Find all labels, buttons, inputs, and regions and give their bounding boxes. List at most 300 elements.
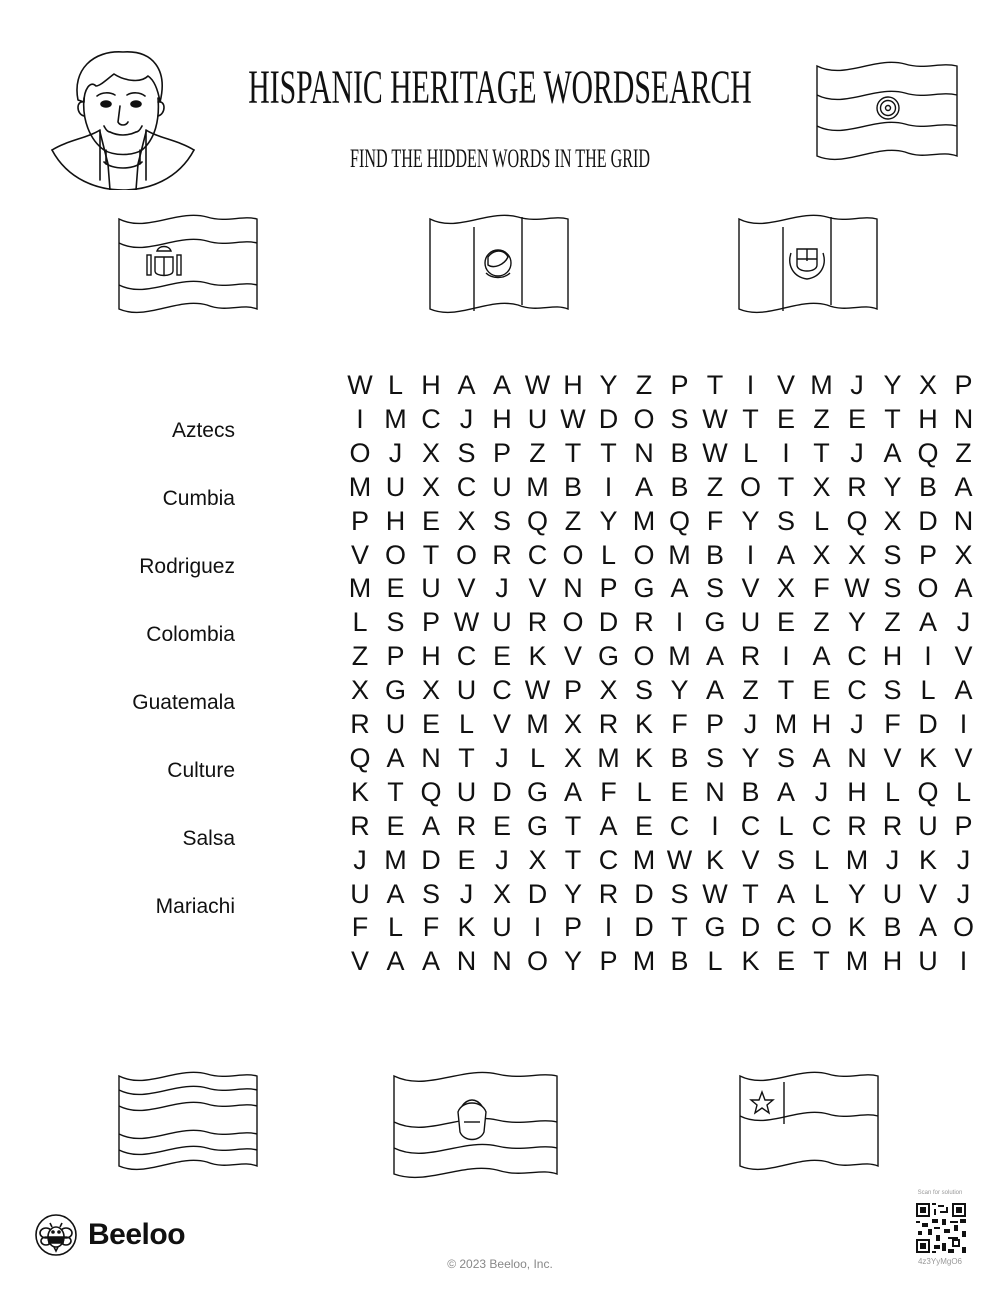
grid-letter[interactable]: S: [883, 539, 902, 570]
grid-letter[interactable]: M: [526, 709, 549, 739]
grid-letter[interactable]: R: [847, 810, 867, 841]
grid-letter[interactable]: M: [384, 844, 407, 875]
grid-letter[interactable]: G: [597, 641, 619, 672]
grid-letter[interactable]: T: [777, 675, 795, 706]
grid-letter[interactable]: Z: [635, 370, 653, 400]
grid-letter[interactable]: O: [349, 437, 371, 468]
grid-letter[interactable]: E: [776, 403, 795, 434]
grid-letter[interactable]: J: [956, 878, 971, 909]
grid-letter[interactable]: Y: [670, 675, 689, 706]
grid-letter[interactable]: J: [956, 844, 971, 875]
grid-letter[interactable]: K: [634, 742, 653, 773]
grid-letter[interactable]: O: [384, 539, 406, 570]
grid-letter[interactable]: L: [778, 810, 794, 841]
grid-letter[interactable]: R: [527, 607, 548, 638]
grid-letter[interactable]: C: [456, 471, 477, 502]
grid-letter[interactable]: H: [882, 946, 903, 977]
grid-letter[interactable]: D: [527, 878, 548, 909]
grid-letter[interactable]: X: [883, 505, 902, 536]
grid-letter[interactable]: M: [845, 844, 869, 875]
grid-letter[interactable]: I: [604, 912, 613, 943]
grid-letter[interactable]: E: [776, 946, 795, 977]
grid-letter[interactable]: I: [782, 437, 790, 468]
grid-letter[interactable]: E: [492, 810, 511, 841]
grid-letter[interactable]: D: [918, 709, 938, 739]
grid-letter[interactable]: M: [526, 471, 549, 502]
grid-letter[interactable]: J: [814, 776, 829, 807]
grid-letter[interactable]: Z: [564, 505, 582, 536]
grid-letter[interactable]: O: [952, 912, 974, 943]
grid-letter[interactable]: X: [563, 742, 582, 773]
grid-letter[interactable]: N: [421, 742, 441, 773]
grid-letter[interactable]: Z: [742, 675, 759, 706]
grid-letter[interactable]: C: [740, 810, 761, 841]
grid-letter[interactable]: I: [746, 370, 755, 400]
grid-letter[interactable]: K: [741, 946, 760, 977]
grid-letter[interactable]: T: [564, 844, 582, 875]
grid-letter[interactable]: T: [671, 912, 688, 943]
grid-letter[interactable]: O: [633, 539, 655, 570]
grid-letter[interactable]: S: [776, 742, 795, 773]
grid-letter[interactable]: J: [353, 844, 367, 875]
grid-letter[interactable]: E: [776, 607, 795, 638]
grid-letter[interactable]: S: [883, 675, 902, 706]
grid-letter[interactable]: S: [634, 675, 653, 706]
grid-letter[interactable]: B: [918, 471, 937, 502]
grid-letter[interactable]: C: [598, 844, 619, 875]
grid-letter[interactable]: G: [526, 776, 548, 807]
grid-letter[interactable]: K: [634, 709, 653, 739]
grid-letter[interactable]: U: [456, 675, 477, 706]
grid-letter[interactable]: R: [740, 641, 761, 672]
grid-letter[interactable]: N: [953, 403, 974, 434]
grid-letter[interactable]: A: [386, 742, 405, 773]
grid-letter[interactable]: N: [847, 742, 867, 773]
grid-letter[interactable]: J: [885, 844, 900, 875]
grid-letter[interactable]: P: [670, 370, 689, 400]
grid-letter[interactable]: X: [776, 573, 795, 604]
grid-letter[interactable]: D: [492, 776, 512, 807]
grid-letter[interactable]: I: [959, 946, 968, 977]
grid-letter[interactable]: H: [918, 403, 938, 434]
grid-letter[interactable]: H: [882, 641, 903, 672]
grid-letter[interactable]: T: [813, 946, 830, 977]
grid-letter[interactable]: K: [350, 776, 369, 807]
grid-letter[interactable]: F: [813, 573, 830, 604]
grid-letter[interactable]: S: [670, 878, 689, 909]
grid-letter[interactable]: J: [850, 437, 864, 468]
grid-letter[interactable]: U: [492, 912, 512, 943]
grid-letter[interactable]: Y: [599, 505, 618, 536]
grid-letter[interactable]: M: [810, 370, 833, 400]
grid-letter[interactable]: R: [350, 810, 370, 841]
grid-letter[interactable]: T: [777, 471, 795, 502]
grid-letter[interactable]: V: [954, 641, 973, 672]
grid-letter[interactable]: A: [492, 370, 511, 400]
grid-letter[interactable]: T: [387, 776, 404, 807]
grid-letter[interactable]: A: [954, 573, 973, 604]
grid-letter[interactable]: O: [526, 946, 548, 977]
grid-letter[interactable]: S: [386, 607, 405, 638]
grid-letter[interactable]: T: [706, 370, 724, 400]
grid-letter[interactable]: L: [387, 912, 404, 943]
grid-letter[interactable]: J: [956, 607, 971, 638]
grid-letter[interactable]: Z: [813, 403, 830, 434]
grid-letter[interactable]: Q: [846, 505, 868, 536]
grid-letter[interactable]: I: [356, 403, 364, 434]
grid-letter[interactable]: Q: [349, 742, 371, 773]
grid-letter[interactable]: S: [705, 573, 724, 604]
grid-letter[interactable]: R: [847, 471, 867, 502]
grid-letter[interactable]: N: [456, 946, 477, 977]
grid-letter[interactable]: V: [954, 742, 973, 773]
grid-letter[interactable]: W: [666, 844, 693, 875]
grid-letter[interactable]: U: [385, 709, 406, 739]
grid-letter[interactable]: S: [457, 437, 476, 468]
grid-letter[interactable]: Y: [741, 505, 760, 536]
grid-letter[interactable]: R: [598, 878, 619, 909]
grid-letter[interactable]: P: [492, 437, 511, 468]
grid-letter[interactable]: X: [421, 471, 440, 502]
grid-letter[interactable]: A: [812, 742, 831, 773]
grid-letter[interactable]: Z: [955, 437, 972, 468]
grid-letter[interactable]: R: [350, 709, 370, 739]
grid-letter[interactable]: W: [560, 403, 586, 434]
grid-letter[interactable]: G: [704, 607, 726, 638]
grid-letter[interactable]: I: [959, 709, 968, 739]
grid-letter[interactable]: P: [563, 912, 582, 943]
grid-letter[interactable]: Q: [917, 437, 939, 468]
grid-letter[interactable]: B: [670, 946, 689, 977]
grid-letter[interactable]: K: [705, 844, 724, 875]
grid-letter[interactable]: H: [421, 641, 441, 672]
grid-letter[interactable]: A: [705, 675, 724, 706]
grid-letter[interactable]: R: [598, 709, 619, 739]
grid-letter[interactable]: A: [918, 607, 937, 638]
grid-letter[interactable]: L: [742, 437, 759, 468]
grid-letter[interactable]: C: [847, 675, 867, 706]
grid-letter[interactable]: P: [918, 539, 937, 570]
grid-letter[interactable]: N: [563, 573, 583, 604]
grid-letter[interactable]: O: [810, 912, 832, 943]
grid-letter[interactable]: X: [812, 471, 831, 502]
grid-letter[interactable]: C: [847, 641, 867, 672]
grid-letter[interactable]: A: [386, 946, 405, 977]
grid-letter[interactable]: C: [492, 675, 512, 706]
grid-letter[interactable]: J: [495, 573, 509, 604]
grid-letter[interactable]: M: [668, 539, 691, 570]
grid-letter[interactable]: E: [670, 776, 689, 807]
grid-letter[interactable]: X: [421, 675, 440, 706]
grid-letter[interactable]: X: [918, 370, 937, 400]
grid-letter[interactable]: H: [811, 709, 832, 739]
grid-letter[interactable]: Q: [526, 505, 548, 536]
grid-letter[interactable]: A: [776, 878, 795, 909]
grid-letter[interactable]: L: [813, 844, 830, 875]
grid-letter[interactable]: D: [740, 912, 761, 943]
grid-letter[interactable]: L: [387, 370, 404, 400]
grid-letter[interactable]: A: [421, 810, 440, 841]
grid-letter[interactable]: D: [918, 505, 938, 536]
grid-letter[interactable]: A: [705, 641, 724, 672]
grid-letter[interactable]: V: [883, 742, 902, 773]
grid-letter[interactable]: U: [918, 810, 938, 841]
grid-letter[interactable]: C: [421, 403, 441, 434]
grid-letter[interactable]: H: [563, 370, 583, 400]
grid-letter[interactable]: A: [776, 776, 795, 807]
grid-letter[interactable]: U: [456, 776, 477, 807]
grid-letter[interactable]: J: [495, 844, 509, 875]
grid-letter[interactable]: K: [918, 844, 937, 875]
grid-letter[interactable]: A: [634, 471, 653, 502]
grid-letter[interactable]: T: [564, 437, 582, 468]
grid-letter[interactable]: A: [812, 641, 831, 672]
grid-letter[interactable]: M: [845, 946, 869, 977]
grid-letter[interactable]: D: [634, 878, 654, 909]
grid-letter[interactable]: V: [528, 573, 547, 604]
grid-letter[interactable]: Z: [529, 437, 546, 468]
grid-letter[interactable]: J: [743, 709, 758, 739]
grid-letter[interactable]: S: [421, 878, 440, 909]
grid-letter[interactable]: D: [421, 844, 441, 875]
grid-letter[interactable]: A: [670, 573, 689, 604]
grid-letter[interactable]: Z: [813, 607, 830, 638]
grid-letter[interactable]: G: [633, 573, 655, 604]
grid-letter[interactable]: E: [421, 505, 440, 536]
grid-letter[interactable]: T: [600, 437, 617, 468]
grid-letter[interactable]: M: [632, 946, 656, 977]
grid-letter[interactable]: S: [776, 844, 795, 875]
grid-letter[interactable]: H: [492, 403, 512, 434]
grid-letter[interactable]: T: [458, 742, 475, 773]
grid-letter[interactable]: I: [746, 539, 755, 570]
grid-letter[interactable]: X: [563, 709, 582, 739]
grid-letter[interactable]: B: [883, 912, 902, 943]
grid-letter[interactable]: O: [633, 641, 655, 672]
grid-letter[interactable]: L: [458, 709, 475, 739]
grid-letter[interactable]: S: [776, 505, 795, 536]
grid-letter[interactable]: E: [492, 641, 511, 672]
grid-letter[interactable]: O: [562, 539, 584, 570]
grid-letter[interactable]: X: [812, 539, 831, 570]
grid-letter[interactable]: L: [813, 878, 830, 909]
grid-letter[interactable]: U: [882, 878, 903, 909]
grid-letter[interactable]: B: [670, 742, 689, 773]
grid-letter[interactable]: E: [847, 403, 866, 434]
qr-code-icon[interactable]: [916, 1203, 966, 1253]
grid-letter[interactable]: W: [702, 437, 728, 468]
grid-letter[interactable]: V: [776, 370, 795, 400]
grid-letter[interactable]: O: [917, 573, 939, 604]
grid-letter[interactable]: F: [351, 912, 369, 943]
grid-letter[interactable]: C: [776, 912, 796, 943]
grid-letter[interactable]: S: [670, 403, 689, 434]
grid-letter[interactable]: Y: [847, 607, 866, 638]
grid-letter[interactable]: R: [456, 810, 477, 841]
grid-letter[interactable]: A: [386, 878, 405, 909]
grid-letter[interactable]: A: [599, 810, 618, 841]
grid-letter[interactable]: P: [705, 709, 724, 739]
grid-letter[interactable]: S: [883, 573, 902, 604]
grid-letter[interactable]: V: [741, 573, 760, 604]
grid-letter[interactable]: A: [918, 912, 937, 943]
grid-letter[interactable]: X: [492, 878, 511, 909]
grid-letter[interactable]: U: [350, 878, 370, 909]
grid-letter[interactable]: U: [385, 471, 406, 502]
grid-letter[interactable]: T: [742, 878, 759, 909]
grid-letter[interactable]: E: [386, 573, 405, 604]
grid-letter[interactable]: X: [847, 539, 866, 570]
grid-letter[interactable]: A: [776, 539, 795, 570]
grid-letter[interactable]: V: [492, 709, 511, 739]
grid-letter[interactable]: A: [954, 675, 973, 706]
grid-letter[interactable]: W: [844, 573, 870, 604]
grid-letter[interactable]: Y: [883, 471, 902, 502]
grid-letter[interactable]: P: [954, 810, 973, 841]
grid-letter[interactable]: R: [882, 810, 903, 841]
grid-letter[interactable]: U: [740, 607, 761, 638]
grid-letter[interactable]: Y: [883, 370, 902, 400]
grid-letter[interactable]: Y: [563, 878, 582, 909]
grid-letter[interactable]: J: [459, 403, 474, 434]
grid-letter[interactable]: S: [705, 742, 724, 773]
grid-letter[interactable]: D: [598, 607, 619, 638]
grid-letter[interactable]: L: [636, 776, 652, 807]
grid-letter[interactable]: K: [847, 912, 866, 943]
grid-letter[interactable]: M: [668, 641, 691, 672]
grid-letter[interactable]: Y: [847, 878, 866, 909]
grid-letter[interactable]: J: [388, 437, 403, 468]
grid-letter[interactable]: I: [782, 641, 790, 672]
grid-letter[interactable]: P: [350, 505, 369, 536]
grid-letter[interactable]: M: [632, 844, 656, 875]
grid-letter[interactable]: B: [741, 776, 760, 807]
grid-letter[interactable]: G: [526, 810, 548, 841]
grid-letter[interactable]: W: [702, 403, 728, 434]
grid-letter[interactable]: Z: [884, 607, 901, 638]
grid-letter[interactable]: L: [884, 776, 901, 807]
grid-letter[interactable]: V: [457, 573, 476, 604]
grid-letter[interactable]: X: [457, 505, 476, 536]
grid-letter[interactable]: I: [924, 641, 932, 672]
grid-letter[interactable]: Y: [563, 946, 582, 977]
grid-letter[interactable]: M: [384, 403, 407, 434]
grid-letter[interactable]: W: [347, 370, 373, 400]
grid-letter[interactable]: P: [386, 641, 405, 672]
grid-letter[interactable]: E: [812, 675, 831, 706]
grid-letter[interactable]: A: [457, 370, 476, 400]
grid-letter[interactable]: Y: [599, 370, 618, 400]
grid-letter[interactable]: D: [598, 403, 619, 434]
grid-letter[interactable]: Z: [706, 471, 724, 502]
grid-letter[interactable]: P: [954, 370, 973, 400]
grid-letter[interactable]: V: [350, 946, 369, 977]
grid-letter[interactable]: L: [352, 607, 368, 638]
grid-letter[interactable]: V: [563, 641, 582, 672]
grid-letter[interactable]: T: [564, 810, 582, 841]
grid-letter[interactable]: S: [492, 505, 511, 536]
grid-letter[interactable]: N: [705, 776, 725, 807]
grid-letter[interactable]: X: [350, 675, 369, 706]
grid-letter[interactable]: O: [562, 607, 584, 638]
grid-letter[interactable]: F: [884, 709, 901, 739]
grid-letter[interactable]: L: [920, 675, 936, 706]
grid-letter[interactable]: T: [742, 403, 759, 434]
grid-letter[interactable]: E: [457, 844, 476, 875]
grid-letter[interactable]: Z: [351, 641, 369, 672]
grid-letter[interactable]: J: [850, 370, 864, 400]
grid-letter[interactable]: U: [527, 403, 548, 434]
grid-letter[interactable]: L: [707, 946, 723, 977]
grid-letter[interactable]: R: [492, 539, 512, 570]
grid-letter[interactable]: A: [563, 776, 582, 807]
grid-letter[interactable]: F: [706, 505, 724, 536]
grid-letter[interactable]: U: [492, 471, 512, 502]
grid-letter[interactable]: X: [528, 844, 547, 875]
grid-letter[interactable]: W: [524, 370, 551, 400]
grid-letter[interactable]: I: [675, 607, 684, 638]
grid-letter[interactable]: H: [385, 505, 406, 536]
grid-letter[interactable]: A: [954, 471, 973, 502]
grid-letter[interactable]: V: [350, 539, 369, 570]
grid-letter[interactable]: K: [918, 742, 937, 773]
grid-letter[interactable]: L: [529, 742, 546, 773]
grid-letter[interactable]: N: [953, 505, 974, 536]
grid-letter[interactable]: P: [563, 675, 582, 706]
grid-letter[interactable]: C: [456, 641, 477, 672]
grid-letter[interactable]: O: [455, 539, 477, 570]
grid-letter[interactable]: X: [599, 675, 618, 706]
grid-letter[interactable]: M: [774, 709, 798, 739]
grid-letter[interactable]: Y: [741, 742, 760, 773]
grid-letter[interactable]: B: [563, 471, 582, 502]
grid-letter[interactable]: J: [459, 878, 474, 909]
grid-letter[interactable]: I: [711, 810, 719, 841]
grid-letter[interactable]: P: [599, 573, 618, 604]
grid-letter[interactable]: U: [421, 573, 441, 604]
grid-letter[interactable]: R: [634, 607, 654, 638]
grid-letter[interactable]: D: [634, 912, 654, 943]
grid-letter[interactable]: A: [883, 437, 902, 468]
grid-letter[interactable]: L: [600, 539, 617, 570]
grid-letter[interactable]: Q: [917, 776, 939, 807]
grid-letter[interactable]: M: [348, 573, 372, 604]
grid-letter[interactable]: T: [884, 403, 901, 434]
grid-letter[interactable]: V: [741, 844, 760, 875]
grid-letter[interactable]: C: [811, 810, 832, 841]
grid-letter[interactable]: W: [524, 675, 551, 706]
grid-letter[interactable]: B: [670, 437, 689, 468]
grid-letter[interactable]: F: [422, 912, 440, 943]
grid-letter[interactable]: L: [955, 776, 972, 807]
grid-letter[interactable]: T: [813, 437, 830, 468]
grid-letter[interactable]: E: [634, 810, 653, 841]
grid-letter[interactable]: E: [386, 810, 405, 841]
grid-letter[interactable]: W: [453, 607, 480, 638]
grid-letter[interactable]: U: [492, 607, 512, 638]
grid-letter[interactable]: X: [421, 437, 440, 468]
grid-letter[interactable]: C: [527, 539, 548, 570]
grid-letter[interactable]: O: [739, 471, 761, 502]
grid-letter[interactable]: U: [918, 946, 938, 977]
grid-letter[interactable]: B: [705, 539, 724, 570]
grid-letter[interactable]: X: [954, 539, 973, 570]
grid-letter[interactable]: T: [422, 539, 440, 570]
grid-letter[interactable]: G: [384, 675, 406, 706]
grid-letter[interactable]: I: [604, 471, 613, 502]
grid-letter[interactable]: I: [533, 912, 542, 943]
grid-letter[interactable]: A: [421, 946, 440, 977]
